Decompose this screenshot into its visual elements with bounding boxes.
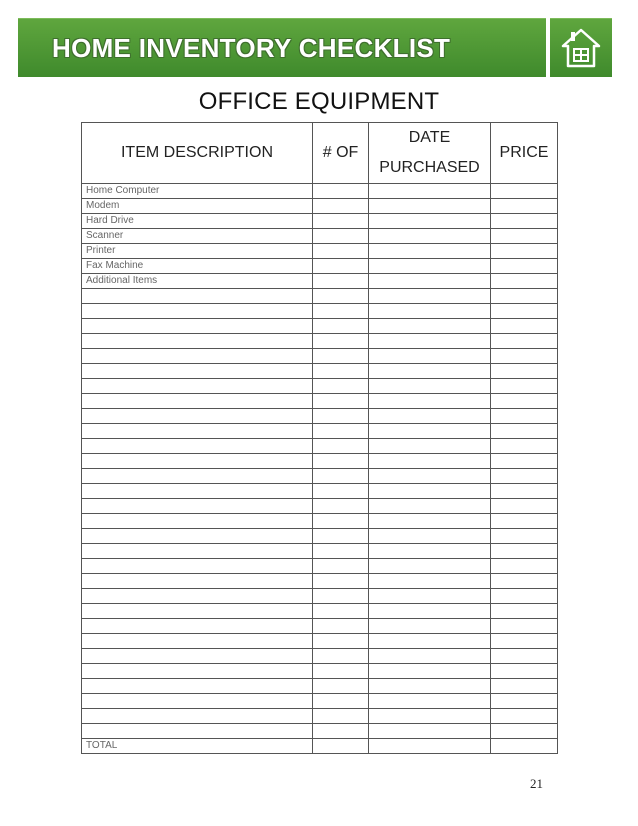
count-cell[interactable] — [313, 589, 369, 604]
date-cell[interactable] — [369, 289, 491, 304]
count-cell[interactable] — [313, 259, 369, 274]
price-cell[interactable] — [491, 709, 558, 724]
table-row — [82, 454, 558, 469]
price-cell[interactable] — [491, 349, 558, 364]
count-cell[interactable] — [313, 184, 369, 199]
table-row — [82, 514, 558, 529]
count-cell[interactable] — [313, 664, 369, 679]
table-row — [82, 334, 558, 349]
price-cell[interactable] — [491, 334, 558, 349]
table-row — [82, 424, 558, 439]
date-cell[interactable] — [369, 499, 491, 514]
item-cell[interactable] — [82, 679, 313, 694]
item-cell[interactable] — [82, 529, 313, 544]
table-row — [82, 274, 558, 289]
table-row — [82, 664, 558, 679]
price-cell[interactable] — [491, 574, 558, 589]
price-cell[interactable] — [491, 649, 558, 664]
count-cell[interactable] — [313, 349, 369, 364]
table-row — [82, 529, 558, 544]
item-cell[interactable] — [82, 589, 313, 604]
date-cell[interactable] — [369, 724, 491, 739]
date-cell[interactable] — [369, 544, 491, 559]
price-cell[interactable] — [491, 454, 558, 469]
table-row — [82, 724, 558, 739]
price-cell[interactable] — [491, 184, 558, 199]
header-count: # OF — [313, 123, 369, 184]
price-cell[interactable] — [491, 214, 558, 229]
price-cell[interactable] — [491, 589, 558, 604]
item-cell[interactable]: Home Computer — [82, 184, 313, 199]
price-cell[interactable] — [491, 199, 558, 214]
date-cell[interactable] — [369, 229, 491, 244]
count-cell[interactable] — [313, 214, 369, 229]
item-cell[interactable]: Hard Drive — [82, 214, 313, 229]
item-cell[interactable] — [82, 694, 313, 709]
date-cell[interactable] — [369, 574, 491, 589]
table-row — [82, 709, 558, 724]
count-cell[interactable] — [313, 274, 369, 289]
item-cell[interactable] — [82, 664, 313, 679]
count-cell[interactable] — [313, 454, 369, 469]
table-row — [82, 349, 558, 364]
price-cell[interactable] — [491, 394, 558, 409]
house-icon — [560, 27, 602, 69]
count-cell[interactable] — [313, 679, 369, 694]
table-row — [82, 244, 558, 259]
table-row — [82, 694, 558, 709]
count-cell[interactable] — [313, 424, 369, 439]
count-cell[interactable] — [313, 619, 369, 634]
count-cell[interactable] — [313, 709, 369, 724]
count-cell[interactable] — [313, 724, 369, 739]
table-row — [82, 634, 558, 649]
date-cell[interactable] — [369, 469, 491, 484]
date-cell[interactable] — [369, 634, 491, 649]
item-cell[interactable] — [82, 334, 313, 349]
table-row — [82, 574, 558, 589]
logo-box — [550, 18, 612, 77]
price-cell[interactable] — [491, 559, 558, 574]
count-cell[interactable] — [313, 289, 369, 304]
price-cell[interactable] — [491, 634, 558, 649]
item-cell[interactable] — [82, 409, 313, 424]
header-item-description: ITEM DESCRIPTION — [82, 123, 313, 184]
price-cell[interactable] — [491, 379, 558, 394]
item-cell[interactable] — [82, 499, 313, 514]
count-cell[interactable] — [313, 304, 369, 319]
price-cell[interactable] — [491, 319, 558, 334]
price-cell[interactable] — [491, 304, 558, 319]
price-cell[interactable] — [491, 289, 558, 304]
table-row — [82, 379, 558, 394]
date-cell[interactable] — [369, 334, 491, 349]
table-row — [82, 604, 558, 619]
price-cell[interactable] — [491, 529, 558, 544]
table-row — [82, 439, 558, 454]
price-cell[interactable] — [491, 739, 558, 754]
date-cell[interactable] — [369, 244, 491, 259]
price-cell[interactable] — [491, 679, 558, 694]
item-cell[interactable] — [82, 469, 313, 484]
date-cell[interactable] — [369, 319, 491, 334]
count-cell[interactable] — [313, 394, 369, 409]
item-cell[interactable] — [82, 289, 313, 304]
price-cell[interactable] — [491, 619, 558, 634]
count-cell[interactable] — [313, 649, 369, 664]
item-cell[interactable] — [82, 514, 313, 529]
price-cell[interactable] — [491, 259, 558, 274]
count-cell[interactable] — [313, 634, 369, 649]
price-cell[interactable] — [491, 514, 558, 529]
table-row — [82, 619, 558, 634]
item-cell[interactable] — [82, 724, 313, 739]
date-cell[interactable] — [369, 649, 491, 664]
count-cell[interactable] — [313, 484, 369, 499]
count-cell[interactable] — [313, 379, 369, 394]
item-cell[interactable]: Modem — [82, 199, 313, 214]
item-cell[interactable] — [82, 454, 313, 469]
item-cell[interactable] — [82, 364, 313, 379]
item-cell[interactable] — [82, 379, 313, 394]
price-cell[interactable] — [491, 484, 558, 499]
item-cell[interactable] — [82, 394, 313, 409]
count-cell[interactable] — [313, 739, 369, 754]
item-cell[interactable]: Printer — [82, 244, 313, 259]
price-cell[interactable] — [491, 424, 558, 439]
price-cell[interactable] — [491, 724, 558, 739]
date-cell[interactable] — [369, 424, 491, 439]
date-cell[interactable] — [369, 214, 491, 229]
item-cell[interactable] — [82, 349, 313, 364]
date-cell[interactable] — [369, 739, 491, 754]
header-date-purchased — [369, 123, 491, 184]
count-cell[interactable] — [313, 409, 369, 424]
date-cell[interactable] — [369, 694, 491, 709]
date-cell[interactable] — [369, 259, 491, 274]
date-cell[interactable] — [369, 394, 491, 409]
date-cell[interactable] — [369, 619, 491, 634]
count-cell[interactable] — [313, 544, 369, 559]
count-cell[interactable] — [313, 559, 369, 574]
date-cell[interactable] — [369, 304, 491, 319]
inventory-table — [81, 122, 558, 754]
price-cell[interactable] — [491, 664, 558, 679]
table-row — [82, 364, 558, 379]
price-cell[interactable] — [491, 229, 558, 244]
table-row — [82, 214, 558, 229]
price-cell[interactable] — [491, 694, 558, 709]
price-cell[interactable] — [491, 364, 558, 379]
item-cell[interactable] — [82, 484, 313, 499]
item-cell[interactable] — [82, 634, 313, 649]
table-row — [82, 559, 558, 574]
table-row — [82, 304, 558, 319]
item-cell[interactable] — [82, 319, 313, 334]
item-cell[interactable] — [82, 544, 313, 559]
item-cell[interactable]: Fax Machine — [82, 259, 313, 274]
table-row — [82, 184, 558, 199]
price-cell[interactable] — [491, 409, 558, 424]
table-header-row — [82, 123, 558, 184]
table-body — [82, 184, 558, 754]
count-cell[interactable] — [313, 604, 369, 619]
banner-title: HOME INVENTORY CHECKLIST — [52, 33, 451, 63]
count-cell[interactable] — [313, 514, 369, 529]
table-row — [82, 199, 558, 214]
date-cell[interactable] — [369, 679, 491, 694]
date-cell[interactable] — [369, 454, 491, 469]
date-cell[interactable] — [369, 349, 491, 364]
count-cell[interactable] — [313, 469, 369, 484]
table-row — [82, 229, 558, 244]
date-cell[interactable] — [369, 274, 491, 289]
table-row — [82, 649, 558, 664]
count-cell[interactable] — [313, 574, 369, 589]
count-cell[interactable] — [313, 199, 369, 214]
table-row — [82, 289, 558, 304]
item-cell[interactable] — [82, 709, 313, 724]
page-number: 21 — [530, 776, 543, 791]
date-cell[interactable] — [369, 184, 491, 199]
table-row — [82, 589, 558, 604]
count-cell[interactable] — [313, 529, 369, 544]
date-cell[interactable] — [369, 559, 491, 574]
date-cell[interactable] — [369, 439, 491, 454]
price-cell[interactable] — [491, 499, 558, 514]
item-cell[interactable] — [82, 304, 313, 319]
table-row — [82, 499, 558, 514]
count-cell[interactable] — [313, 229, 369, 244]
price-cell[interactable] — [491, 604, 558, 619]
item-cell[interactable]: Additional Items — [82, 274, 313, 289]
table-row — [82, 409, 558, 424]
table-row — [82, 319, 558, 334]
item-cell[interactable] — [82, 619, 313, 634]
date-cell[interactable] — [369, 664, 491, 679]
total-row — [82, 739, 558, 754]
item-cell[interactable] — [82, 574, 313, 589]
count-cell[interactable] — [313, 694, 369, 709]
table-row — [82, 394, 558, 409]
count-cell[interactable] — [313, 499, 369, 514]
header-date-line1: DATE — [408, 129, 451, 146]
date-cell[interactable] — [369, 409, 491, 424]
item-cell[interactable] — [82, 439, 313, 454]
price-cell[interactable] — [491, 244, 558, 259]
table-row — [82, 544, 558, 559]
table-row — [82, 484, 558, 499]
section-title: OFFICE EQUIPMENT — [198, 88, 440, 115]
header-banner — [18, 18, 546, 77]
count-cell[interactable] — [313, 439, 369, 454]
count-cell[interactable] — [313, 319, 369, 334]
price-cell[interactable] — [491, 469, 558, 484]
date-cell[interactable] — [369, 379, 491, 394]
price-cell[interactable] — [491, 439, 558, 454]
price-cell[interactable] — [491, 544, 558, 559]
table-row — [82, 469, 558, 484]
item-cell[interactable]: TOTAL — [82, 739, 313, 754]
date-cell[interactable] — [369, 529, 491, 544]
item-cell[interactable] — [82, 649, 313, 664]
item-cell[interactable] — [82, 424, 313, 439]
date-cell[interactable] — [369, 709, 491, 724]
count-cell[interactable] — [313, 244, 369, 259]
item-cell[interactable]: Scanner — [82, 229, 313, 244]
header-date-line2: PURCHASED — [379, 159, 480, 176]
header-price: PRICE — [491, 123, 558, 184]
table-row — [82, 259, 558, 274]
date-cell[interactable] — [369, 364, 491, 379]
table-row — [82, 679, 558, 694]
item-cell[interactable] — [82, 604, 313, 619]
date-cell[interactable] — [369, 514, 491, 529]
item-cell[interactable] — [82, 559, 313, 574]
count-cell[interactable] — [313, 364, 369, 379]
date-cell[interactable] — [369, 604, 491, 619]
date-cell[interactable] — [369, 199, 491, 214]
date-cell[interactable] — [369, 589, 491, 604]
count-cell[interactable] — [313, 334, 369, 349]
date-cell[interactable] — [369, 484, 491, 499]
price-cell[interactable] — [491, 274, 558, 289]
